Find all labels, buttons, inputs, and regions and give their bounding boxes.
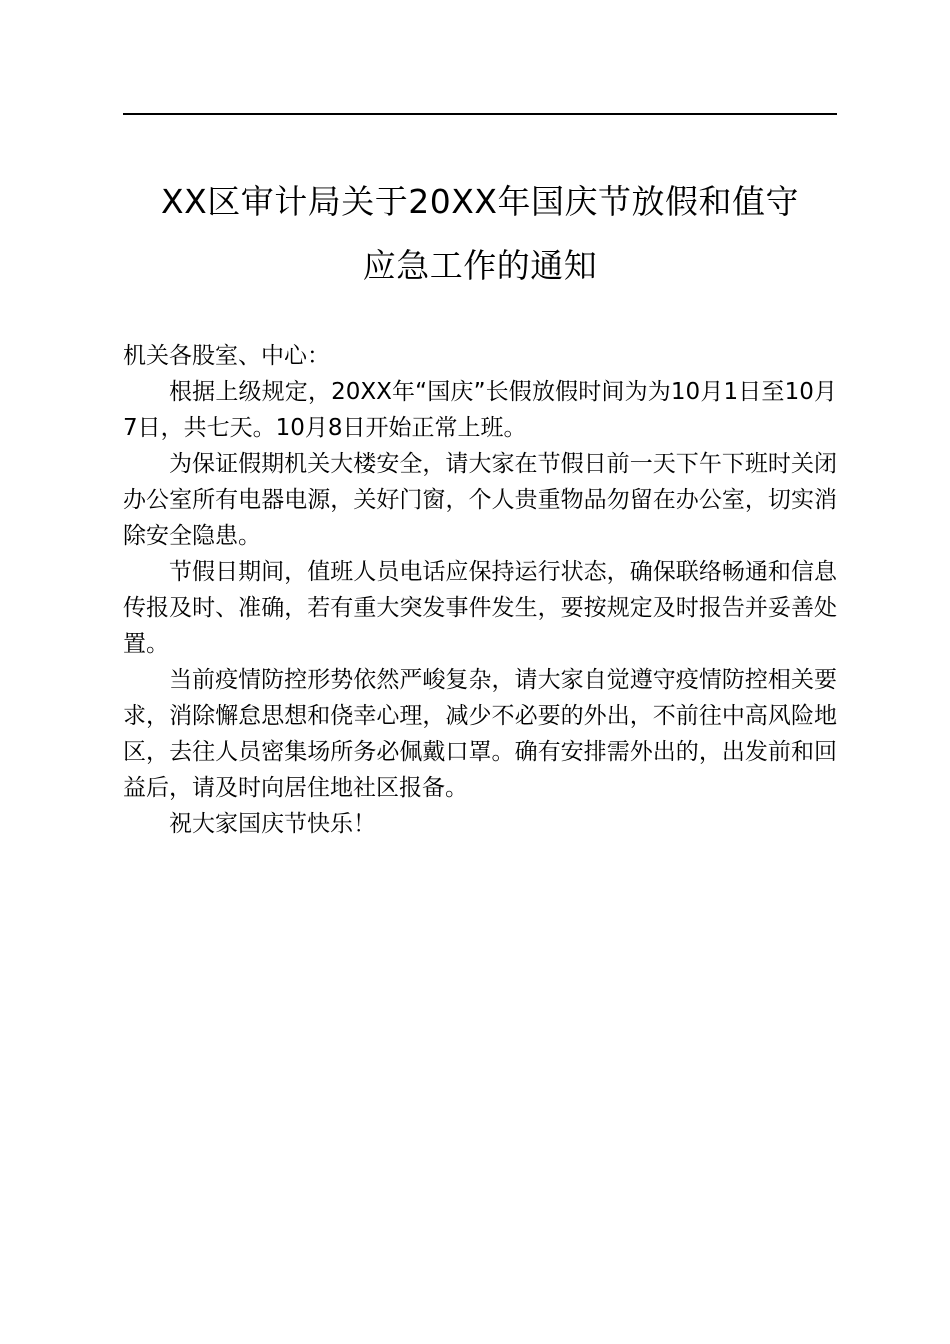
document-body bbox=[123, 338, 837, 842]
title-line-2: 应急工作的通知 bbox=[362, 246, 598, 285]
salutation: 机关各股室、中心： bbox=[123, 343, 330, 369]
title-line-1: XX区审计局关于20XX年国庆节放假和值守 bbox=[161, 182, 799, 221]
paragraph-duty-contact: 节假日期间，值班人员电话应保持运行状态，确保联络畅通和信息传报及时、准确，若有重大突发事件发生，要按规定及时报告并妥善处置。 bbox=[123, 559, 837, 657]
header-rule bbox=[123, 113, 837, 115]
paragraph-epidemic-prevention: 当前疫情防控形势依然严峻复杂，请大家自觉遵守疫情防控相关要求，消除懈怠思想和侥幸心理，减少不必要的外出，不前往中高风险地区，去往人员密集场所务必佩戴口罩。确有安排需外出的，出发前和回益后，请及时向居住地社区报备。 bbox=[123, 667, 837, 801]
document-title bbox=[123, 170, 837, 298]
paragraph-holiday-schedule: 根据上级规定，20XX年“国庆”长假放假时间为为10月1日至10月7日，共七天。10月8日开始正常上班。 bbox=[123, 379, 837, 441]
paragraph-greeting: 祝大家国庆节快乐！ bbox=[169, 811, 376, 837]
paragraph-building-safety: 为保证假期机关大楼安全，请大家在节假日前一天下午下班时关闭办公室所有电器电源，关好门窗，个人贵重物品勿留在办公室，切实消除安全隐患。 bbox=[123, 451, 837, 549]
